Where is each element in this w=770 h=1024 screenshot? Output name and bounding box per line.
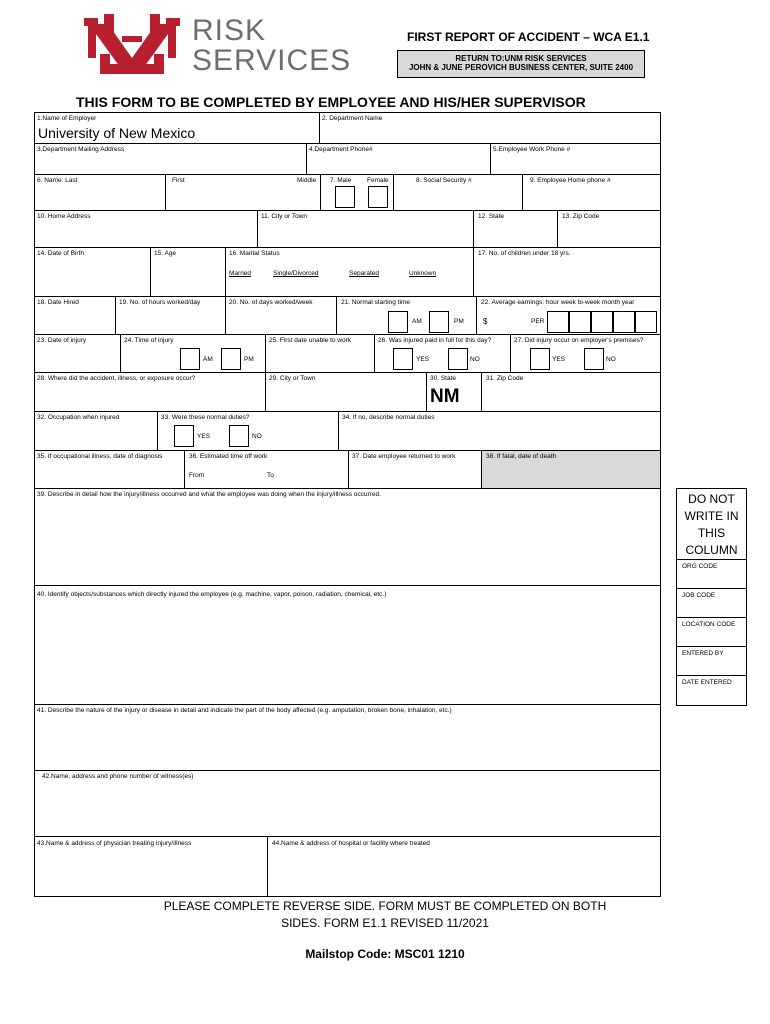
injury-am-checkbox[interactable] [180, 348, 200, 370]
injury-pm-checkbox[interactable] [221, 348, 241, 370]
per-month-box[interactable] [613, 311, 635, 333]
return-box [397, 50, 645, 78]
date-of-death-label: 38. If fatal, date of death [486, 453, 557, 460]
premises-yes-checkbox[interactable] [530, 348, 550, 370]
injury-am-label: AM [203, 356, 213, 363]
premises-no-label: NO [606, 356, 616, 363]
first-date-unable-label: 25. First date unable to work [269, 337, 352, 344]
do-not-write-column [676, 488, 747, 706]
per-week-box[interactable] [569, 311, 591, 333]
time-off-to-label: To [267, 472, 274, 479]
state-label: 12. State [478, 213, 505, 220]
date-of-diagnosis-label: 35. If occupational illness, date of diagnosis [37, 453, 163, 460]
department-name-label: 2. Department Name [322, 115, 383, 122]
brand-risk: RISK [192, 14, 267, 47]
female-checkbox[interactable] [368, 186, 388, 208]
paid-yes-checkbox[interactable] [393, 348, 413, 370]
employer-name-label: 1.Name of Employer [37, 115, 97, 122]
start-pm-checkbox[interactable] [429, 311, 449, 333]
date-entered-cell[interactable] [677, 675, 746, 704]
return-line2: JOHN & JUNE PEROVICH BUSINESS CENTER, SUITE 2400 [408, 63, 634, 72]
location-code-cell[interactable] [677, 617, 746, 646]
dept-mailing-address-label: 3.Department Mailing Address [37, 146, 125, 153]
zip-code-label: 13. Zip Code [562, 213, 600, 220]
side-heading [677, 491, 746, 559]
dept-phone-label: 4.Department Phone# [309, 146, 373, 153]
side-heading-line4: COLUMN [685, 543, 738, 557]
org-code-cell[interactable] [677, 559, 746, 588]
date-entered-label: DATE ENTERED [682, 679, 732, 686]
premises-no-checkbox[interactable] [584, 348, 604, 370]
footer-line2: SIDES. FORM E1.1 REVISED 11/2021 [281, 916, 489, 930]
time-of-injury-label: 24. Time of injury [124, 337, 174, 344]
footer-notice [100, 898, 670, 932]
employee-work-phone-label: 5.Employee Work Phone # [493, 146, 571, 153]
home-phone-label: 9. Employee Home phone # [530, 177, 611, 184]
job-code-label: JOB CODE [682, 592, 716, 599]
last-name-label: 6. Name: Last [37, 177, 78, 184]
marital-unknown[interactable]: Unknown [409, 270, 437, 277]
duties-no-label: NO [252, 433, 262, 440]
side-heading-line2: WRITE IN [684, 509, 739, 523]
objects-substances-label: 40. Identify objects/substances which directly injured the employee (e.g. machine, vapor, poison, radiation, chemical, etc.) [37, 591, 387, 598]
children-under-18-label: 17. No. of children under 18 yrs. [478, 250, 571, 257]
city-town-label: 11. City or Town [261, 213, 308, 220]
location-code-label: LOCATION CODE [682, 621, 736, 628]
paid-no-label: NO [470, 356, 480, 363]
side-heading-line1: DO NOT [688, 492, 735, 506]
per-year-box[interactable] [635, 311, 657, 333]
marital-separated[interactable]: Separated [349, 270, 379, 277]
normal-duties-label: 33. Were these normal duties? [161, 414, 250, 421]
org-code-label: ORG CODE [682, 563, 718, 570]
marital-married[interactable]: Married [229, 270, 252, 277]
return-line1: RETURN TO:UNM RISK SERVICES [455, 54, 587, 63]
describe-injury-occurred-label: 39. Describe in detail how the injury/illness occurred and what the employee was doing when the injury/illness occurred. [37, 491, 381, 498]
paid-yes-label: YES [416, 356, 430, 363]
unm-logo [82, 14, 182, 78]
first-name-label: First [172, 177, 185, 184]
duties-no-checkbox[interactable] [229, 425, 249, 447]
days-per-week-label: 20. No. of days worked/week [229, 299, 313, 306]
per-hour-box[interactable] [547, 311, 569, 333]
male-label: 7. Male [330, 177, 352, 184]
normal-start-time-label: 21. Normal starting time [341, 299, 410, 306]
earnings-per-label: PER [531, 318, 545, 325]
date-of-injury-label: 23. Date of injury [37, 337, 87, 344]
employer-name-value[interactable]: University of New Mexico [38, 125, 196, 141]
date-hired-label: 18. Date Hired [37, 299, 79, 306]
marital-status-label: 16. Marital Status [229, 250, 280, 257]
premises-yes-label: YES [552, 356, 566, 363]
average-earnings-label: 22. Average earnings: hour week bi-week month year [481, 299, 635, 306]
date-of-birth-label: 14. Date of Birth [37, 250, 84, 257]
earnings-dollar-sign: $ [483, 317, 488, 326]
entered-by-label: ENTERED BY [682, 650, 724, 657]
date-returned-label: 37. Date employee returned to work [352, 453, 456, 460]
accident-city-label: 29. City or Town [269, 375, 316, 382]
ssn-label: 8. Social Security # [416, 177, 472, 184]
hospital-label: 44.Name & address of hospital or facility where treated [272, 840, 430, 847]
paid-no-checkbox[interactable] [448, 348, 468, 370]
witnesses-label: 42.Name, address and phone number of witness(es) [42, 773, 194, 780]
physician-label: 43.Name & address of physician treating injury/illness [37, 840, 192, 847]
job-code-cell[interactable] [677, 588, 746, 617]
hours-per-day-label: 19. No. of hours worked/day [119, 299, 201, 306]
start-pm-label: PM [454, 318, 464, 325]
start-am-label: AM [412, 318, 422, 325]
accident-state-value[interactable]: NM [430, 386, 460, 407]
time-off-from-label: From [189, 472, 205, 479]
entered-by-cell[interactable] [677, 646, 746, 675]
side-heading-line3: THIS [697, 526, 726, 540]
accident-state-label: 30. State [430, 375, 457, 382]
injury-pm-label: PM [244, 356, 254, 363]
home-address-label: 10. Home Address [37, 213, 91, 220]
mailstop-code: Mailstop Code: MSC01 1210 [305, 947, 465, 961]
per-biweek-box[interactable] [591, 311, 613, 333]
brand-services: SERVICES [192, 44, 352, 77]
start-am-checkbox[interactable] [388, 311, 408, 333]
form-title: FIRST REPORT OF ACCIDENT – WCA E1.1 [407, 30, 650, 44]
marital-single-divorced[interactable]: Single/Divorced [273, 270, 319, 277]
accident-zip-label: 31. Zip Code [486, 375, 524, 382]
nature-of-injury-label: 41. Describe the nature of the injury or disease in detail and indicate the part of the body affected (e.g. amputation, broken bone, inhalation, etc.) [37, 707, 452, 714]
occupation-label: 32. Occupation when injured [37, 414, 120, 421]
employer-premises-label: 27. Did injury occur on employer's premises? [514, 337, 644, 344]
male-checkbox[interactable] [335, 186, 355, 208]
female-label: Female [367, 177, 389, 184]
time-off-work-label: 36. Estimated time off work [189, 453, 268, 460]
middle-name-label: Middle [297, 177, 317, 184]
duties-yes-checkbox[interactable] [174, 425, 194, 447]
age-label: 15. Age [154, 250, 177, 257]
duties-yes-label: YES [197, 433, 211, 440]
footer-line1: PLEASE COMPLETE REVERSE SIDE. FORM MUST BE COMPLETED ON BOTH [163, 899, 607, 913]
main-heading: THIS FORM TO BE COMPLETED BY EMPLOYEE AND HIS/HER SUPERVISOR [76, 94, 586, 110]
accident-location-label: 28. Where did the accident, illness, or exposure occur? [37, 375, 196, 382]
describe-normal-duties-label: 34. If no, describe normal duties [342, 414, 435, 421]
paid-in-full-label: 26. Was injured paid in full for this day? [378, 337, 492, 344]
